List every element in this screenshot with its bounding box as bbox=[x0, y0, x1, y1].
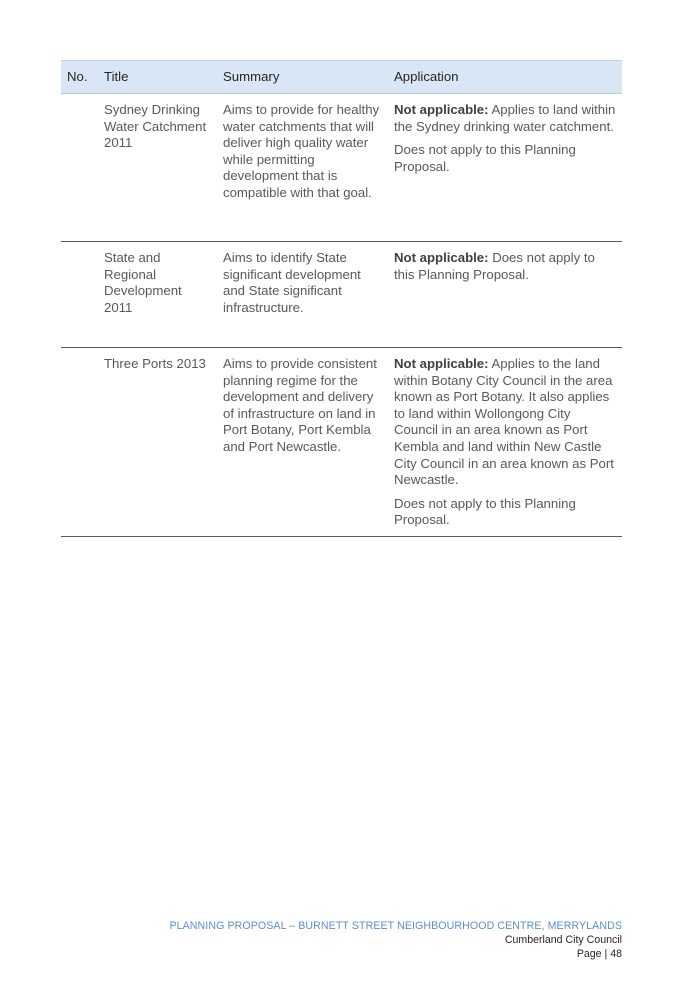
application-label: Not applicable: bbox=[394, 356, 489, 371]
application-detail: Applies to land within the Sydney drinking water catchment. bbox=[394, 102, 616, 134]
footer-page-number: Page | 48 bbox=[576, 948, 622, 960]
application-text bbox=[394, 250, 616, 283]
header-summary: Summary bbox=[217, 61, 388, 94]
application-note: Does not apply to this Planning Proposal. bbox=[394, 142, 576, 174]
row-no bbox=[61, 94, 98, 242]
row-title: State and Regional Development 2011 bbox=[98, 242, 217, 348]
application-text bbox=[394, 356, 616, 489]
page-footer bbox=[169, 919, 622, 961]
application-label: Not applicable: bbox=[394, 102, 489, 117]
row-application bbox=[388, 242, 622, 348]
application-detail: Does not apply to this Planning Proposal. bbox=[394, 250, 595, 282]
row-application bbox=[388, 94, 622, 242]
row-summary: Aims to provide consistent planning regime for the development and delivery of infrastructure on land in Port Botany, Port Kembla and Port Newcastle. bbox=[217, 348, 388, 537]
row-summary: Aims to provide for healthy water catchments that will deliver high quality water while permitting development that is compatible with that goal. bbox=[217, 94, 388, 242]
row-application bbox=[388, 348, 622, 537]
table-header-row bbox=[61, 61, 622, 94]
row-title: Three Ports 2013 bbox=[98, 348, 217, 537]
table-row bbox=[61, 94, 622, 242]
header-title: Title bbox=[98, 61, 217, 94]
row-summary: Aims to identify State significant development and State significant infrastructure. bbox=[217, 242, 388, 348]
footer-organisation: Cumberland City Council bbox=[504, 934, 622, 946]
row-title: Sydney Drinking Water Catchment 2011 bbox=[98, 94, 217, 242]
footer-document-title: PLANNING PROPOSAL – BURNETT STREET NEIGHBOURHOOD CENTRE, MERRYLANDS bbox=[169, 920, 622, 932]
header-no: No. bbox=[61, 61, 98, 94]
table-row bbox=[61, 348, 622, 537]
application-detail: Applies to the land within Botany City Council in the area known as Port Botany. It also applies to land within Wollongong City Council in an area known as Port Kembla and land within New Castle City Council in an area known as Port Newcastle. bbox=[394, 356, 614, 488]
table-row bbox=[61, 242, 622, 348]
row-no bbox=[61, 242, 98, 348]
application-text bbox=[394, 102, 616, 135]
application-note: Does not apply to this Planning Proposal. bbox=[394, 495, 576, 528]
policy-table bbox=[61, 60, 622, 537]
row-no bbox=[61, 348, 98, 537]
application-label: Not applicable: bbox=[394, 250, 489, 265]
header-application: Application bbox=[388, 61, 622, 94]
